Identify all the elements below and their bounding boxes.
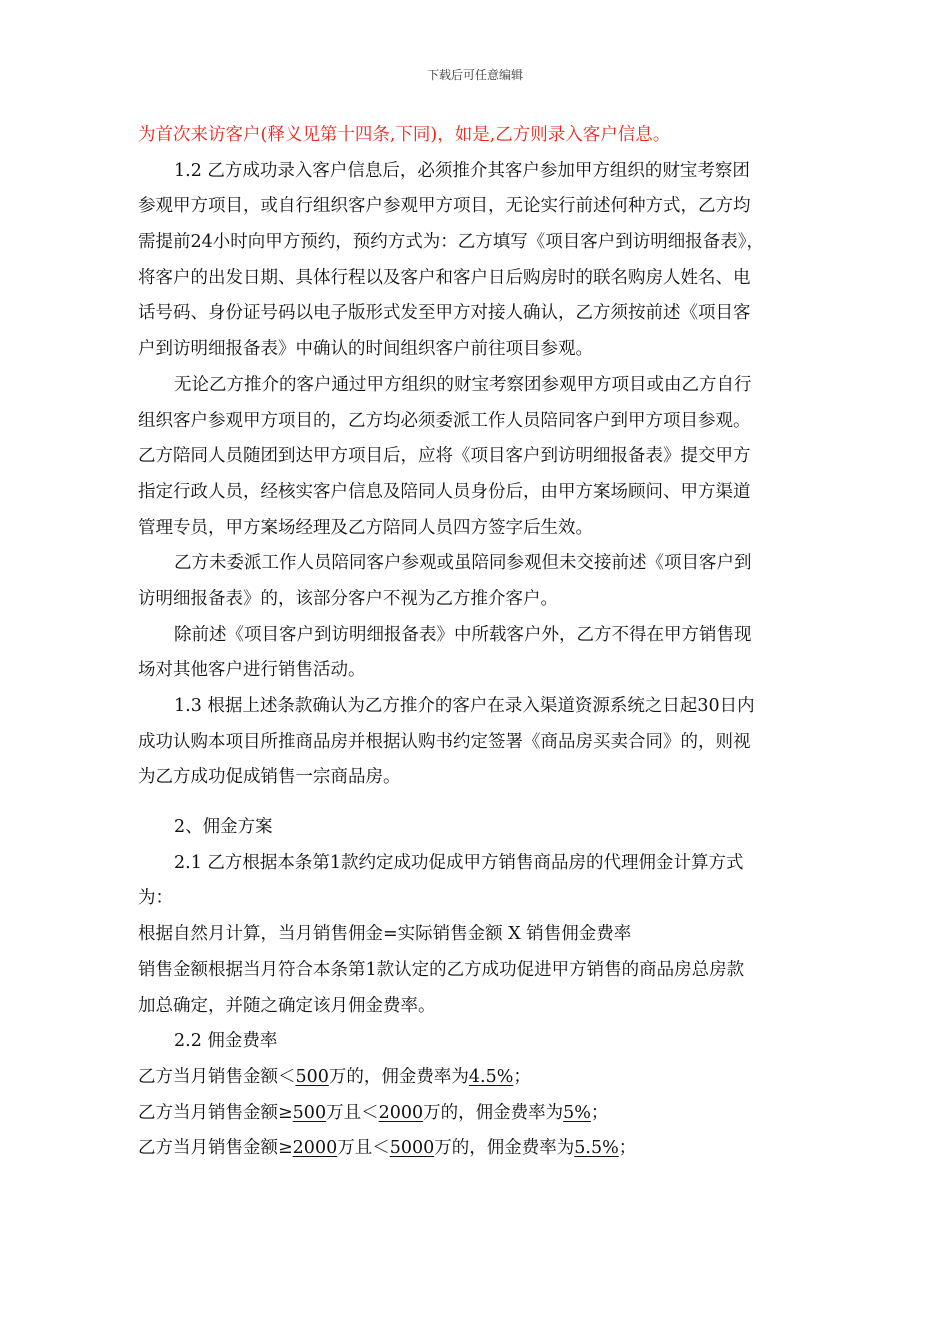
- rate-line: [138, 1060, 828, 1096]
- page-header: 下载后可任意编辑: [426, 68, 523, 82]
- paragraph-line: 管理专员，甲方案场经理及乙方陪同人员四方签字后生效。: [138, 517, 593, 538]
- paragraph-line: 组织客户参观甲方项目的，乙方均必须委派工作人员陪同客户到甲方项目参观。: [138, 410, 751, 431]
- amount-threshold: 500: [292, 1102, 327, 1123]
- section-heading: 2、佣金方案: [174, 817, 273, 838]
- rate-value: 4.5%: [468, 1066, 514, 1087]
- amount-threshold: 2000: [378, 1102, 424, 1123]
- paragraph-line: 加总确定，并随之确定该月佣金费率。: [138, 995, 436, 1016]
- paragraph-line: 为首次来访客户(释义见第十四条,下同)，如是,乙方则录入客户信息。: [138, 125, 671, 145]
- rate-prefix: 乙方当月销售金额≥: [138, 1138, 293, 1159]
- paragraph-line: 2.1 乙方根据本条第1款约定成功促成甲方销售商品房的代理佣金计算方式: [174, 852, 744, 873]
- rate-prefix: 乙方当月销售金额≥: [138, 1102, 293, 1123]
- paragraph-line: 根据自然月计算，当月销售佣金=实际销售金额 X 销售佣金费率: [138, 924, 632, 945]
- rate-line: [138, 1096, 828, 1132]
- paragraph-line: 参观甲方项目，或自行组织客户参观甲方项目，无论实行前述何种方式，乙方均: [138, 196, 751, 217]
- amount-threshold: 2000: [292, 1138, 338, 1159]
- paragraph-line: 1.3 根据上述条款确认为乙方推介的客户在录入渠道资源系统之日起30日内: [174, 696, 755, 716]
- rate-mid: 万的，佣金费率为: [434, 1138, 575, 1159]
- rate-mid: 万的，佣金费率为: [328, 1066, 469, 1087]
- paragraph-line: 为：: [138, 888, 173, 909]
- paragraph-line: 1.2 乙方成功录入客户信息后，必须推介其客户参加甲方组织的财宝考察团: [174, 160, 750, 181]
- rate-suffix: ；: [618, 1138, 637, 1159]
- paragraph-line: 除前述《项目客户到访明细报备表》中所载客户外，乙方不得在甲方销售现: [174, 624, 752, 645]
- rate-suffix: ；: [513, 1066, 531, 1087]
- rate-mid: 万的，佣金费率为: [423, 1102, 564, 1123]
- paragraph-line: 访明细报备表》的，该部分客户不视为乙方推介客户。: [138, 588, 558, 609]
- subsection-heading: 2.2 佣金费率: [174, 1031, 278, 1052]
- amount-threshold: 5000: [389, 1138, 435, 1159]
- paragraph-line: 指定行政人员，经核实客户信息及陪同人员身份后，由甲方案场顾问、甲方渠道: [138, 481, 751, 502]
- rate-suffix: ；: [590, 1102, 609, 1123]
- rate-line: [138, 1131, 828, 1167]
- paragraph-line: 乙方未委派工作人员陪同客户参观或虽陪同参观但未交接前述《项目客户到: [174, 553, 752, 574]
- paragraph-line: 为乙方成功促成销售一宗商品房。: [138, 767, 401, 788]
- rate-value: 5.5%: [574, 1138, 619, 1159]
- amount-threshold: 500: [295, 1066, 329, 1087]
- paragraph-line: 户到访明细报备表》中确认的时间组织客户前往项目参观。: [138, 339, 593, 360]
- rate-mid1: 万且＜: [337, 1138, 390, 1159]
- paragraph-line: 场对其他客户进行销售活动。: [138, 660, 366, 681]
- document-body: [138, 118, 828, 1167]
- paragraph-line: 销售金额根据当月符合本条第1款认定的乙方成功促进甲方销售的商品房总房款: [138, 959, 745, 980]
- paragraph-line: 成功认购本项目所推商品房并根据认购书约定签署《商品房买卖合同》的，则视: [138, 731, 751, 752]
- paragraph-line: 乙方陪同人员随团到达甲方项目后，应将《项目客户到访明细报备表》提交甲方: [138, 446, 751, 467]
- rate-value: 5%: [563, 1102, 591, 1123]
- paragraph-line: 话号码、身份证号码以电子版形式发至甲方对接人确认，乙方须按前述《项目客: [138, 303, 751, 324]
- paragraph-line: 将客户的出发日期、具体行程以及客户和客户日后购房时的联名购房人姓名、电: [138, 267, 751, 288]
- rate-prefix: 乙方当月销售金额＜: [138, 1066, 296, 1087]
- paragraph-gap: [138, 796, 828, 810]
- paragraph-line: 需提前24小时向甲方预约，预约方式为：乙方填写《项目客户到访明细报备表》，: [138, 232, 765, 253]
- paragraph-line: 无论乙方推介的客户通过甲方组织的财宝考察团参观甲方项目或由乙方自行: [174, 374, 752, 395]
- rate-mid1: 万且＜: [326, 1102, 379, 1123]
